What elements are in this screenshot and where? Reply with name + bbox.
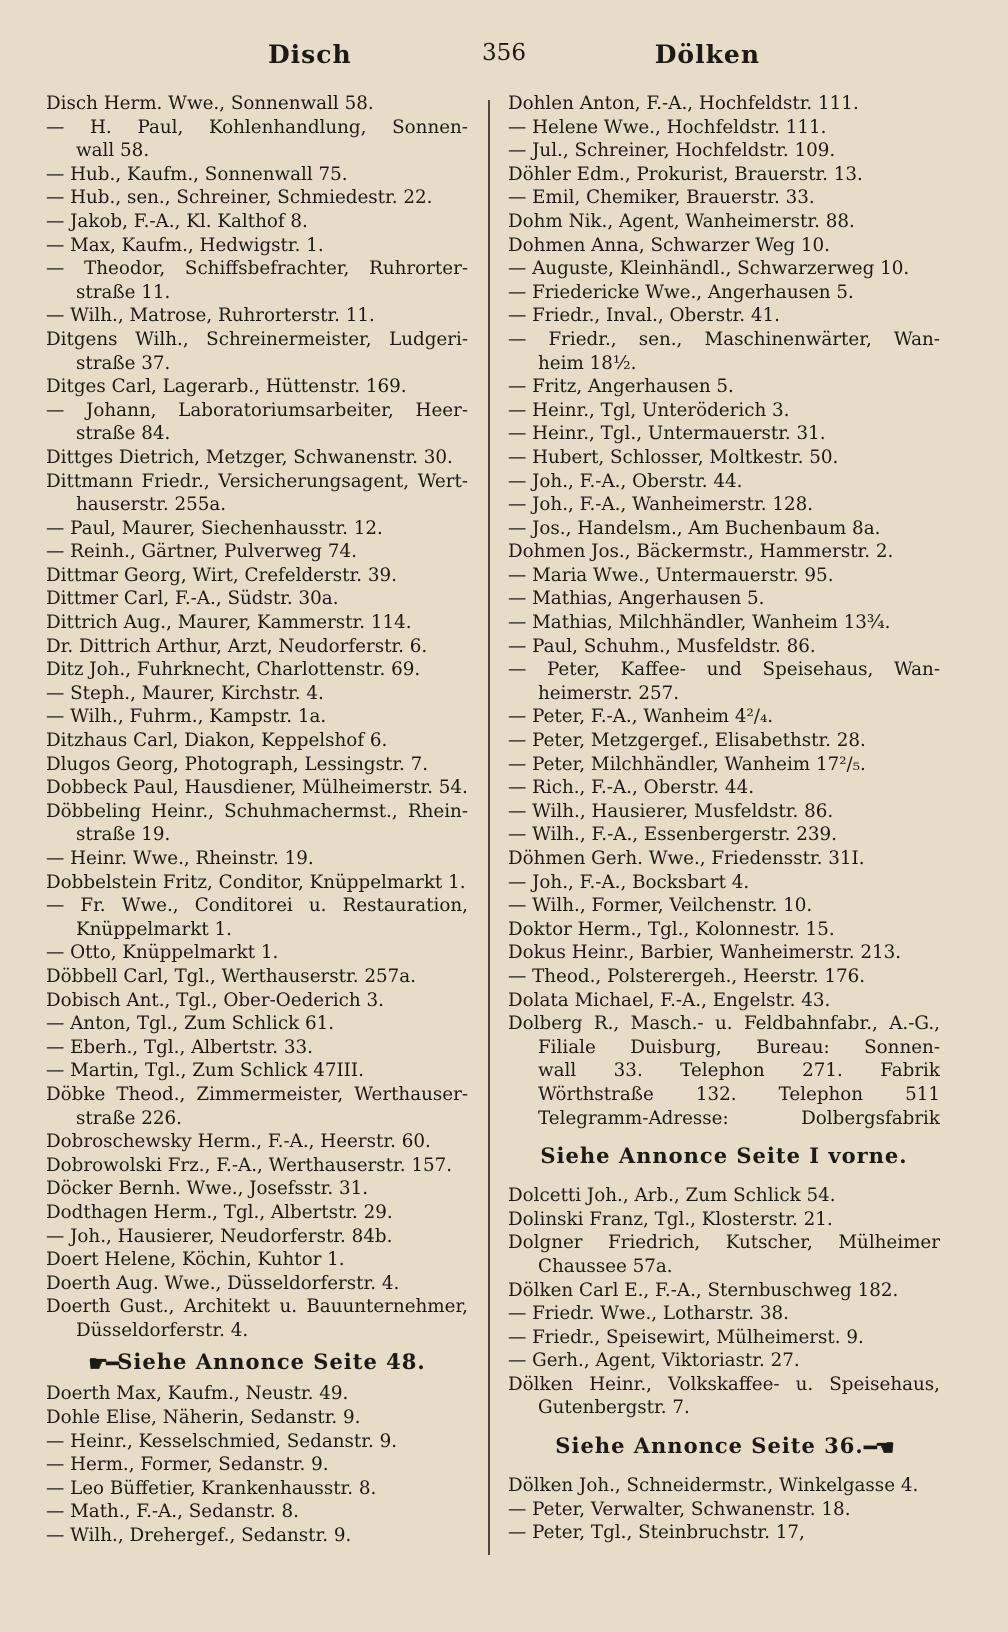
directory-entry: — Hubert, Schlosser, Moltkestr. 50. [508, 446, 839, 468]
directory-entry: — Paul, Schuhm., Musfeldstr. 86. [508, 635, 816, 657]
directory-entry: — Fr. Wwe., Conditorei u. Restauration, [46, 895, 468, 917]
entry-continuation: Chaussee 57a. [538, 1255, 673, 1277]
entry-continuation: straße 226. [76, 1107, 182, 1129]
entry-continuation: straße 19. [76, 824, 171, 846]
directory-entry: — Peter, Milchhändler, Wanheim 17²/₅. [508, 753, 866, 775]
header-left-keyword: Disch [268, 40, 352, 69]
right-column [508, 92, 940, 1545]
directory-entry: — Math., F.-A., Sedanstr. 8. [46, 1501, 299, 1523]
directory-entry: Dolinski Franz, Tgl., Klosterstr. 21. [508, 1208, 833, 1230]
directory-entry: — Friedr., sen., Maschinenwärter, Wan- [508, 328, 940, 350]
directory-entry: Dölken Joh., Schneidermstr., Winkelgasse 4. [508, 1475, 919, 1497]
directory-entry: Ditz Joh., Fuhrknecht, Charlottenstr. 69. [46, 659, 421, 681]
directory-entry: Dohmen Anna, Schwarzer Weg 10. [508, 234, 830, 256]
directory-entry: Dobroschewsky Herm., F.-A., Heerstr. 60. [46, 1131, 431, 1153]
directory-entry: — Mathias, Milchhändler, Wanheim 13¾. [508, 612, 891, 634]
directory-entry: — Theodor, Schiffsbefrachter, Ruhrorter- [46, 258, 468, 280]
directory-entry: — Theod., Polsterergeh., Heerstr. 176. [508, 965, 866, 987]
directory-entry: Döcker Bernh. Wwe., Josefsstr. 31. [46, 1178, 369, 1200]
directory-entry: — Wilh., Matrose, Ruhrorterstr. 11. [46, 305, 375, 327]
directory-entry: — Wilh., Drehergef., Sedanstr. 9. [46, 1525, 352, 1547]
directory-entry: Dlugos Georg, Photograph, Lessingstr. 7. [46, 753, 429, 775]
directory-entry: Dobbelstein Fritz, Conditor, Knüppelmarkt 1. [46, 871, 466, 893]
directory-entry: — Wilh., Fuhrm., Kampstr. 1a. [46, 706, 327, 728]
header-right-keyword: Dölken [654, 40, 760, 69]
annonce-notice-text: Siehe Annonce Seite 48. [117, 1349, 426, 1375]
directory-entry: Döbke Theod., Zimmermeister, Werthauser- [46, 1083, 468, 1105]
directory-entry: — Friedericke Wwe., Angerhausen 5. [508, 281, 854, 303]
directory-entry: Dolcetti Joh., Arb., Zum Schlick 54. [508, 1185, 836, 1207]
column-divider [488, 100, 490, 1555]
directory-entry: — Steph., Maurer, Kirchstr. 4. [46, 682, 324, 704]
directory-entry: Dittges Dietrich, Metzger, Schwanenstr. 30. [46, 446, 453, 468]
directory-entry: — Peter, F.-A., Wanheim 4²/₄. [508, 706, 774, 728]
entry-continuation: heim 18½. [538, 352, 637, 374]
directory-entry: Dittmar Georg, Wirt, Crefelderstr. 39. [46, 564, 397, 586]
directory-entry: Doerth Max, Kaufm., Neustr. 49. [46, 1383, 349, 1405]
directory-entry: Dittmann Friedr., Versicherungsagent, Wert- [46, 470, 468, 492]
directory-entry: — Peter, Kaffee- und Speisehaus, Wan- [508, 659, 940, 681]
directory-entry: Doerth Gust., Architekt u. Bauunternehmer, [46, 1296, 468, 1318]
entry-continuation: straße 84. [76, 423, 171, 445]
page-header [48, 40, 960, 80]
directory-entry: — Heinr., Tgl, Unteröderich 3. [508, 399, 790, 421]
directory-entry: — Max, Kaufm., Hedwigstr. 1. [46, 234, 324, 256]
directory-entry: — Wilh., Hausierer, Musfeldstr. 86. [508, 800, 834, 822]
directory-entry: Dohmen Jos., Bäckermstr., Hammerstr. 2. [508, 541, 894, 563]
directory-entry: Dohle Elise, Näherin, Sedanstr. 9. [46, 1407, 361, 1429]
directory-entry: — Leo Büffetier, Krankenhausstr. 8. [46, 1477, 377, 1499]
directory-entry: — Anton, Tgl., Zum Schlick 61. [46, 1013, 335, 1035]
entry-continuation: Gutenbergstr. 7. [538, 1397, 690, 1419]
left-column [46, 92, 468, 1548]
entry-continuation: Düsseldorferstr. 4. [76, 1319, 249, 1341]
directory-entry: Dokus Heinr., Barbier, Wanheimerstr. 213. [508, 942, 902, 964]
directory-entry: Dölken Heinr., Volkskaffee- u. Speisehaus, [508, 1373, 940, 1395]
directory-entry: Disch Herm. Wwe., Sonnenwall 58. [46, 93, 374, 114]
directory-entry: — Hub., sen., Schreiner, Schmiedestr. 22. [46, 187, 433, 209]
entry-continuation: hauserstr. 255a. [76, 494, 227, 516]
directory-entry: Döbbell Carl, Tgl., Werthauserstr. 257a. [46, 965, 416, 987]
directory-entry: — Martin, Tgl., Zum Schlick 47III. [46, 1060, 364, 1082]
annonce-notice-text: Siehe Annonce Seite 36. [555, 1433, 864, 1459]
directory-entry: — Eberh., Tgl., Albertstr. 33. [46, 1036, 313, 1058]
directory-entry: Ditzhaus Carl, Diakon, Keppelshof 6. [46, 730, 388, 752]
pointing-hand-icon: ☛━ [88, 1350, 118, 1377]
directory-entry: Dohlen Anton, F.-A., Hochfeldstr. 111. [508, 93, 859, 114]
directory-entry: — Otto, Knüppelmarkt 1. [46, 942, 279, 964]
directory-entry: — Wilh., F.-A., Essenbergerstr. 239. [508, 824, 837, 846]
annonce-notice [46, 1342, 468, 1382]
directory-entry: — Heinr., Kesselschmied, Sedanstr. 9. [46, 1430, 398, 1452]
directory-entry: — Paul, Maurer, Siechenhausstr. 12. [46, 517, 383, 539]
directory-entry: Döhler Edm., Prokurist, Brauerstr. 13. [508, 163, 863, 185]
directory-entry: — Herm., Former, Sedanstr. 9. [46, 1454, 329, 1476]
directory-entry: — Joh., Hausierer, Neudorferstr. 84b. [46, 1225, 393, 1247]
pointing-hand-icon: ━☚ [863, 1434, 893, 1461]
directory-entry: — Helene Wwe., Hochfeldstr. 111. [508, 116, 827, 138]
directory-entry: Doktor Herm., Tgl., Kolonnestr. 15. [508, 918, 835, 940]
directory-entry: Doerth Aug. Wwe., Düsseldorferstr. 4. [46, 1272, 400, 1294]
directory-entry: Dodthagen Herm., Tgl., Albertstr. 29. [46, 1201, 393, 1223]
directory-entry: — H. Paul, Kohlenhandlung, Sonnen- [46, 116, 468, 138]
entry-continuation: Wörthstraße 132. Telephon 511 [538, 1083, 940, 1105]
directory-entry: — Heinr., Tgl., Untermauerstr. 31. [508, 423, 826, 445]
directory-entry: Dobisch Ant., Tgl., Ober-Oederich 3. [46, 989, 384, 1011]
directory-entry: — Peter, Metzgergef., Elisabethstr. 28. [508, 730, 866, 752]
directory-entry: — Auguste, Kleinhändl., Schwarzerweg 10. [508, 258, 910, 280]
directory-entry: — Peter, Tgl., Steinbruchstr. 17, [508, 1522, 805, 1544]
directory-entry: — Fritz, Angerhausen 5. [508, 376, 734, 398]
directory-entry: Döhmen Gerh. Wwe., Friedensstr. 31I. [508, 848, 865, 869]
directory-entry: Dittrich Aug., Maurer, Kammerstr. 114. [46, 612, 412, 634]
directory-entry: Ditgens Wilh., Schreinermeister, Ludgeri- [46, 328, 468, 350]
directory-entry: — Hub., Kaufm., Sonnenwall 75. [46, 163, 348, 185]
entry-continuation: Telegramm-Adresse: Dolbergsfabrik [538, 1107, 940, 1129]
directory-entry: Doert Helene, Köchin, Kuhtor 1. [46, 1249, 345, 1271]
annonce-notice-text: Siehe Annonce Seite I vorne. [540, 1143, 908, 1169]
directory-entry: — Peter, Verwalter, Schwanenstr. 18. [508, 1498, 851, 1520]
directory-entry: — Jul., Schreiner, Hochfeldstr. 109. [508, 140, 836, 162]
directory-entry: Dolgner Friedrich, Kutscher, Mülheimer [508, 1232, 940, 1254]
entry-continuation: heimerstr. 257. [538, 682, 680, 704]
page-number: 356 [482, 40, 526, 66]
directory-entry: — Johann, Laboratoriumsarbeiter, Heer- [46, 399, 468, 421]
directory-entry: Dobbeck Paul, Hausdiener, Mülheimerstr. 54. [46, 777, 468, 799]
directory-entry: — Mathias, Angerhausen 5. [508, 588, 765, 610]
directory-entry: Dr. Dittrich Arthur, Arzt, Neudorferstr. 6. [46, 635, 428, 657]
directory-entry: — Jakob, F.-A., Kl. Kalthof 8. [46, 210, 308, 232]
directory-entry: — Reinh., Gärtner, Pulverweg 74. [46, 541, 357, 563]
directory-entry: — Rich., F.-A., Oberstr. 44. [508, 777, 755, 799]
entry-continuation: straße 11. [76, 281, 171, 303]
directory-entry: Dobrowolski Frz., F.-A., Werthauserstr. 157. [46, 1154, 453, 1176]
directory-entry: — Jos., Handelsm., Am Buchenbaum 8a. [508, 517, 881, 539]
directory-entry: — Wilh., Former, Veilchenstr. 10. [508, 895, 813, 917]
directory-entry: — Heinr. Wwe., Rheinstr. 19. [46, 848, 314, 869]
directory-entry: — Maria Wwe., Untermauerstr. 95. [508, 564, 834, 586]
directory-entry: Dolberg R., Masch.- u. Feldbahnfabr., A.-G., [508, 1013, 940, 1035]
directory-entry: — Joh., F.-A., Oberstr. 44. [508, 470, 743, 492]
entry-continuation: straße 37. [76, 352, 171, 374]
entry-continuation: Filiale Duisburg, Bureau: Sonnen- [538, 1036, 940, 1058]
directory-entry: — Friedr., Speisewirt, Mülheimerst. 9. [508, 1326, 864, 1348]
annonce-notice [508, 1136, 940, 1176]
directory-entry: Döbbeling Heinr., Schuhmachermst., Rhein- [46, 800, 468, 822]
directory-entry: — Joh., F.-A., Wanheimerstr. 128. [508, 494, 814, 516]
directory-entry: Dolata Michael, F.-A., Engelstr. 43. [508, 989, 831, 1011]
directory-entry: — Friedr., Inval., Oberstr. 41. [508, 305, 780, 327]
directory-entry: — Gerh., Agent, Viktoriastr. 27. [508, 1350, 800, 1372]
annonce-notice [508, 1426, 940, 1466]
directory-entry: Dittmer Carl, F.-A., Südstr. 30a. [46, 588, 339, 610]
directory-entry: — Emil, Chemiker, Brauerstr. 33. [508, 187, 815, 209]
directory-entry: Dölken Carl E., F.-A., Sternbuschweg 182. [508, 1279, 899, 1301]
directory-entry: — Joh., F.-A., Bocksbart 4. [508, 871, 750, 893]
entry-continuation: wall 33. Telephon 271. Fabrik [538, 1060, 940, 1082]
directory-entry: — Friedr. Wwe., Lotharstr. 38. [508, 1303, 789, 1325]
directory-entry: Ditges Carl, Lagerarb., Hüttenstr. 169. [46, 376, 407, 398]
entry-continuation: wall 58. [76, 140, 150, 162]
directory-entry: Dohm Nik., Agent, Wanheimerstr. 88. [508, 210, 855, 232]
entry-continuation: Knüppelmarkt 1. [76, 918, 232, 940]
